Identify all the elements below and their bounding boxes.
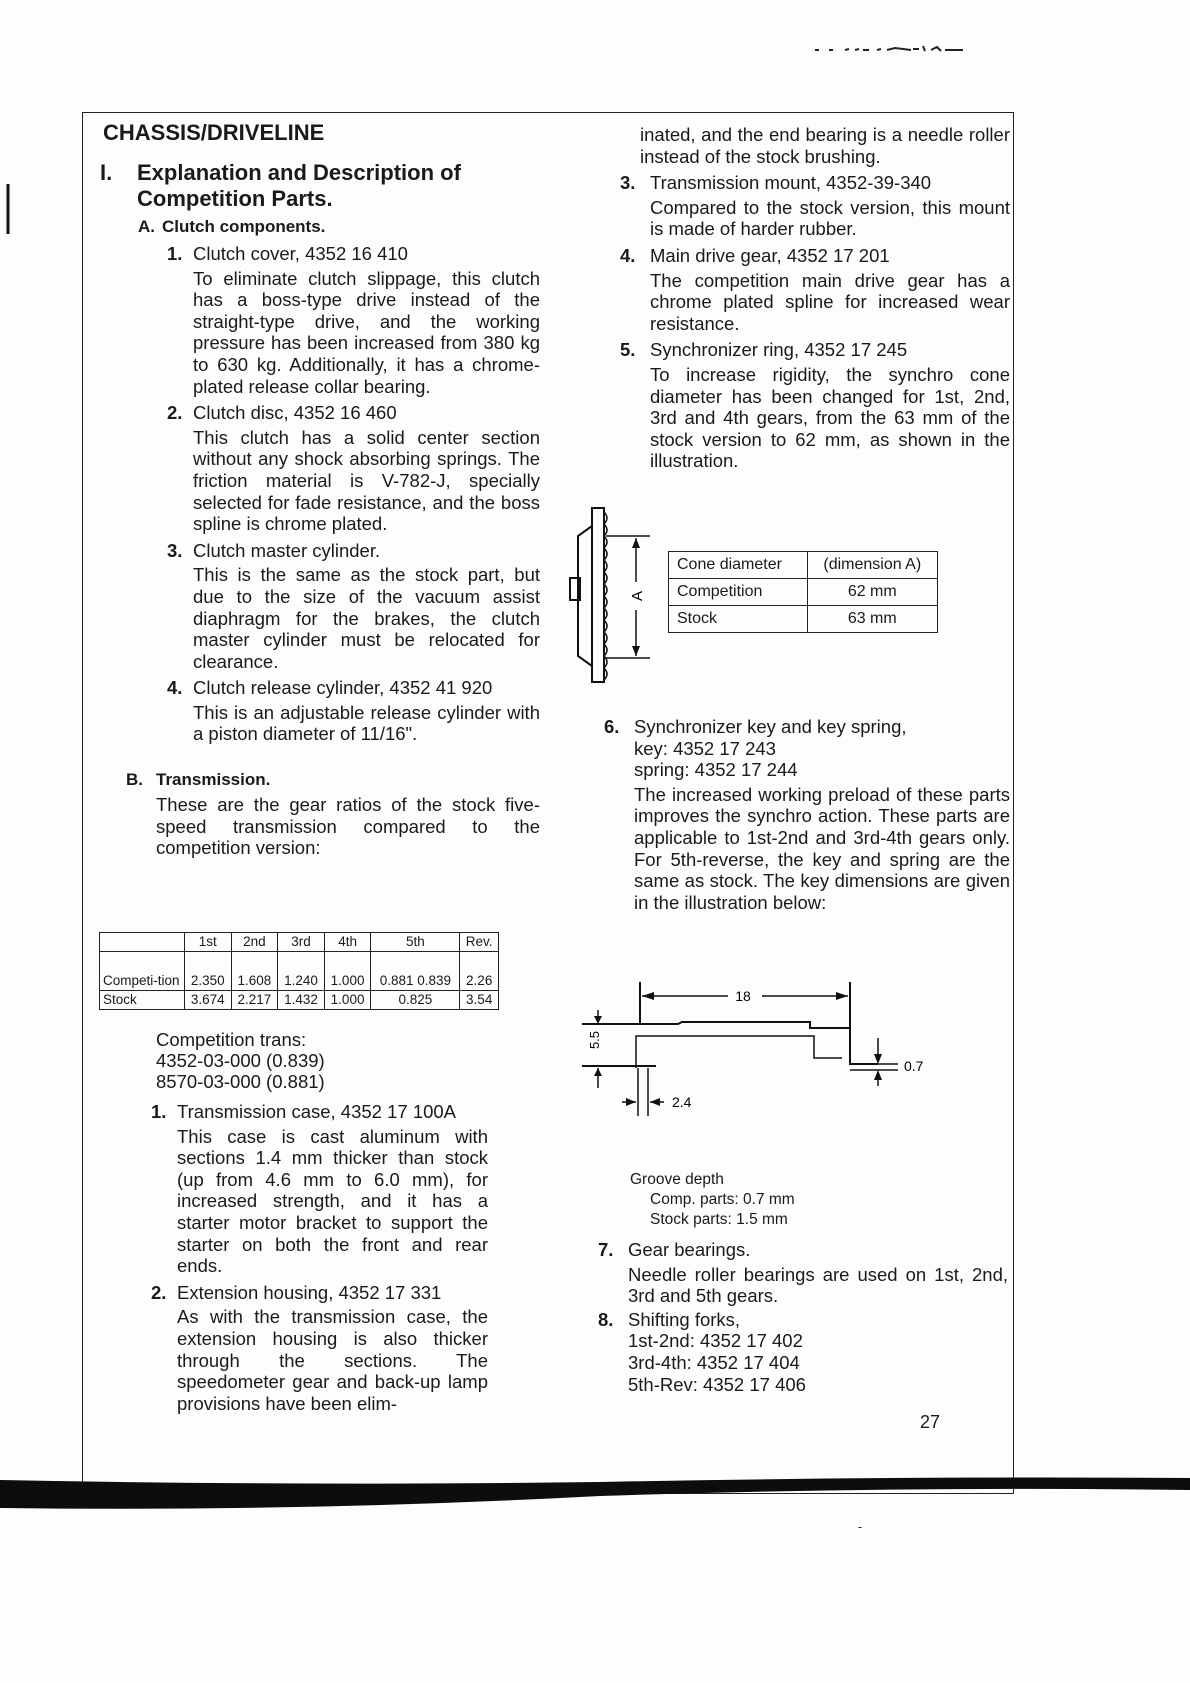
table-header: Rev. [460, 933, 499, 952]
left-column [100, 120, 540, 859]
key-dimension-diagram [578, 978, 938, 1118]
header-scribble [815, 38, 965, 58]
table-header: 5th [371, 933, 460, 952]
fork-line: 3rd-4th: 4352 17 404 [628, 1351, 800, 1373]
table-cell: 0.825 [371, 991, 460, 1010]
item-number: 2. [167, 402, 183, 424]
table-row [100, 991, 499, 1010]
item-number: 7. [598, 1239, 614, 1260]
item-title: Extension housing, 4352 17 331 [177, 1281, 442, 1303]
gear-ratio-table [99, 932, 499, 1010]
table-cell: 63 mm [807, 606, 937, 633]
item-title: Clutch disc, 4352 16 460 [193, 402, 397, 424]
item-description: This is the same as the stock part, but due to the size of the vacuum assist diaphragm for the brakes, the clutch master cylinder must be relocated for clearance. [193, 564, 540, 672]
groove-stock: Stock parts: 1.5 mm [650, 1211, 788, 1228]
list-item [100, 677, 540, 745]
competition-trans-line: 4352-03-000 (0.839) [156, 1050, 325, 1071]
item-description: As with the transmission case, the extension housing is also thicker through the sections. The speedometer gear and back-up lamp provisions have been elim- [177, 1306, 488, 1414]
list-item [620, 339, 1010, 472]
item-title: Transmission mount, 4352-39-340 [650, 172, 932, 194]
subheading-letter: B. [126, 770, 143, 790]
item-number: 1. [151, 1101, 167, 1122]
item-description: This case is cast aluminum with sections 1.4 mm thicker than stock (up from 4.6 mm to 6.0 mm), for increased strength, and it has a starter motor bracket to support the starter on both the front and rear ends. [177, 1125, 488, 1277]
fork-line: 5th-Rev: 4352 17 406 [628, 1373, 806, 1395]
item-6 [604, 711, 1010, 913]
items-7-8 [598, 1234, 1008, 1395]
right-column [620, 124, 1010, 472]
list-item [620, 245, 1010, 334]
list-item [604, 716, 1010, 913]
item-description: To eliminate clutch slippage, this clutch has a boss-type drive instead of the straight-type drive, and the working pressure has been increased from 380 kg to 630 kg. Additionally, it has a chrome-plated release collar bearing. [193, 267, 540, 397]
competition-trans-line: 8570-03-000 (0.881) [156, 1071, 325, 1092]
item-title: Gear bearings. [628, 1239, 751, 1260]
item-title: Clutch cover, 4352 16 410 [193, 243, 408, 264]
item-title: Synchronizer key and key spring, [634, 716, 907, 737]
table-header: Cone diameter [669, 552, 808, 579]
table-cell: 0.881 0.839 [371, 952, 460, 991]
table-row-label: Stock [100, 991, 185, 1010]
item-spring: spring: 4352 17 244 [634, 759, 798, 781]
table-header: 1st [185, 933, 232, 952]
table-header: 4th [324, 933, 371, 952]
dimension-label: A [629, 590, 646, 602]
table-cell: 2.26 [460, 952, 499, 991]
competition-trans-label: Competition trans: [156, 1029, 307, 1050]
item-description: This is an adjustable release cylinder with a piston diameter of 11/16". [193, 701, 540, 745]
dimension-height: 5.5 [587, 1030, 602, 1050]
subheading-transmission [126, 769, 540, 791]
subheading-letter: A. [138, 217, 155, 236]
item-description: The competition main drive gear has a chrome plated spline for increased wear resistance. [650, 269, 1010, 334]
list-item [100, 540, 540, 673]
table-cell: 3.674 [185, 991, 232, 1010]
fork-line: 1st-2nd: 4352 17 402 [628, 1330, 803, 1352]
synchronizer-ring-illustration [566, 506, 666, 686]
table-cell: Competition [669, 579, 808, 606]
groove-title: Groove depth [630, 1171, 724, 1188]
item-number: 5. [620, 339, 636, 361]
scan-edge-bar [0, 1468, 1190, 1528]
cone-diameter-table [668, 551, 938, 633]
table-cell: Stock [669, 606, 808, 633]
groove-depth [630, 1170, 795, 1230]
item-number: 8. [598, 1308, 614, 1330]
groove-comp: Comp. parts: 0.7 mm [650, 1191, 795, 1208]
subheading-text: Transmission. [156, 770, 271, 790]
continued-text: inated, and the end bearing is a needle roller instead of the stock brushing. [640, 124, 1010, 167]
table-row [669, 579, 938, 606]
subheading-clutch [138, 216, 540, 238]
item-title: Clutch release cylinder, 4352 41 920 [193, 677, 493, 699]
list-item [100, 243, 540, 397]
table-row [100, 952, 499, 991]
item-title: Clutch master cylinder. [193, 539, 381, 561]
list-item [598, 1309, 1008, 1395]
list-item [100, 1101, 488, 1277]
table-header-row [669, 552, 938, 579]
section-title: CHASSIS/DRIVELINE [103, 120, 325, 145]
table-cell: 1.240 [278, 952, 325, 991]
table-header [100, 933, 185, 952]
table-row-label: Competi-tion [100, 952, 185, 991]
heading-number: I. [100, 160, 113, 185]
item-title: Transmission case, 4352 17 100A [177, 1101, 457, 1122]
table-header: 2nd [231, 933, 278, 952]
scan-mark [0, 180, 20, 240]
item-title: Shifting forks, [628, 1308, 741, 1330]
page-number: 27 [920, 1412, 941, 1432]
item-number: 2. [151, 1281, 167, 1303]
table-cell: 3.54 [460, 991, 499, 1010]
table-cell: 1.000 [324, 952, 371, 991]
dimension-step: 2.4 [672, 1094, 692, 1110]
transmission-intro: These are the gear ratios of the stock five-speed transmission compared to the competition version: [156, 794, 540, 859]
list-item [620, 172, 1010, 240]
item-number: 6. [604, 716, 620, 737]
table-header: (dimension A) [807, 552, 937, 579]
table-header-row [100, 933, 499, 952]
item-description: Compared to the stock version, this mount is made of harder rubber. [650, 196, 1010, 240]
item-number: 3. [620, 172, 636, 194]
table-cell: 1.608 [231, 952, 278, 991]
table-header: 3rd [278, 933, 325, 952]
table-cell: 2.350 [185, 952, 232, 991]
dimension-length: 18 [735, 988, 751, 1004]
item-description: Needle roller bearings are used on 1st, 2nd, 3rd and 5th gears. [628, 1263, 1008, 1307]
competition-trans [156, 1029, 456, 1092]
item-description: This clutch has a solid center section without any shock absorbing springs. The friction material is V-782-J, specially selected for fade resistance, and the boss spline is chrome plated. [193, 426, 540, 535]
list-item [598, 1239, 1008, 1307]
heading-text: Explanation and Description of Competition Parts. [137, 160, 461, 211]
item-description: To increase rigidity, the synchro cone diameter has been changed for 1st, 2nd, 3rd and 4th gears, from the 63 mm of the stock version to 62 mm, as shown in the illustration. [650, 363, 1010, 472]
item-number: 4. [167, 677, 183, 699]
table-cell: 2.217 [231, 991, 278, 1010]
table-cell: 1.000 [324, 991, 371, 1010]
item-description: The increased working preload of these parts improves the synchro action. These parts are applicable to 1st-2nd and 3rd-4th gears only. For 5th-reverse, the key and spring are the same as stock. The key dimensions are given in the illustration below: [634, 783, 1010, 913]
item-key: key: 4352 17 243 [634, 737, 776, 759]
dimension-groove: 0.7 [904, 1058, 924, 1074]
item-title: Main drive gear, 4352 17 201 [650, 244, 890, 266]
item-number: 3. [167, 539, 183, 561]
left-column-lower [100, 1096, 488, 1414]
item-title: Synchronizer ring, 4352 17 245 [650, 339, 908, 361]
list-item [100, 402, 540, 535]
main-heading [100, 160, 540, 212]
table-cell: 1.432 [278, 991, 325, 1010]
table-cell: 62 mm [807, 579, 937, 606]
list-item [100, 1282, 488, 1415]
item-number: 1. [167, 243, 183, 264]
item-number: 4. [620, 244, 636, 266]
table-row [669, 606, 938, 633]
subheading-text: Clutch components. [162, 217, 326, 236]
